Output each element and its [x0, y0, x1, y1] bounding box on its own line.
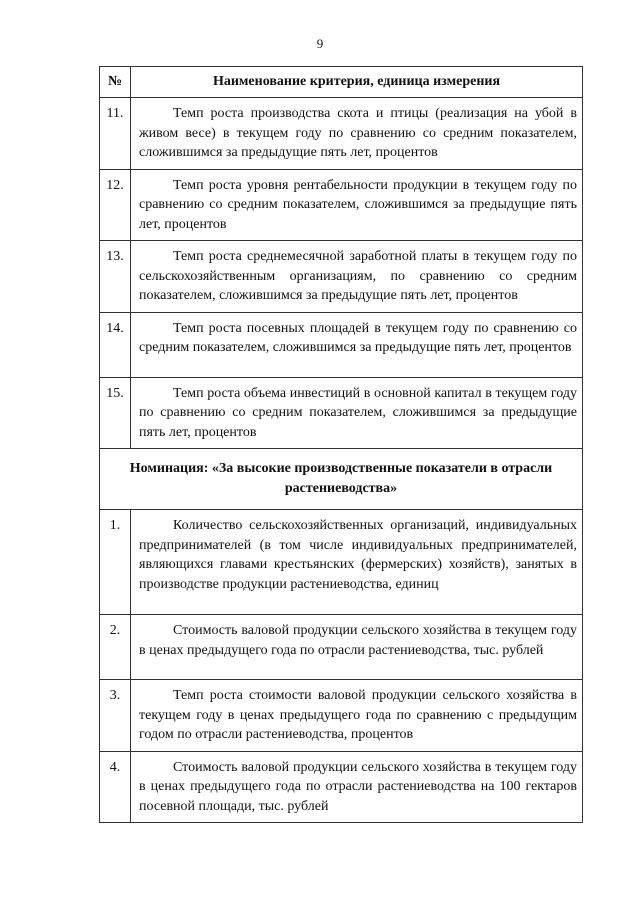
- header-number: №: [100, 67, 131, 98]
- row-text: Темп роста стоимости валовой продукции сельского хозяйства в текущем году в ценах предыдущего года по сравнению с предыдущим годом по отрасли растениеводства, процентов: [139, 688, 577, 742]
- row-number: 3.: [100, 680, 131, 752]
- nomination-row: [100, 449, 583, 510]
- row-number: 11.: [100, 98, 131, 170]
- row-number: 4.: [100, 751, 131, 823]
- table-row: [100, 312, 583, 377]
- row-text: Темп роста объема инвестиций в основной капитал в текущем году по сравнению со средним показателем, сложившимся за предыдущие пять лет, процентов: [139, 385, 577, 440]
- nomination-title: Номинация: «За высокие производственные показатели в отрасли растениеводства»: [100, 449, 583, 510]
- row-text: Количество сельскохозяйственных организаций, индивидуальных предпринимателей (в том числе индивидуальных предпринимателей, являющихся главами крестьянских (фермерских) хозяйств), занятых в производстве продукции растениеводства, единиц: [139, 518, 577, 592]
- table-row: [100, 751, 583, 823]
- table-row: [100, 241, 583, 313]
- row-number: 12.: [100, 169, 131, 241]
- table-row: [100, 98, 583, 170]
- criteria-table: [99, 66, 583, 823]
- table-row: [100, 615, 583, 680]
- header-criterion-name: Наименование критерия, единица измерения: [131, 67, 583, 98]
- table-row: [100, 510, 583, 615]
- row-text: Стоимость валовой продукции сельского хозяйства в текущем году в ценах предыдущего года по отрасли растениеводства, тыс. рублей: [139, 623, 577, 658]
- table-header-row: [100, 67, 583, 98]
- row-number: 13.: [100, 241, 131, 313]
- table-row: [100, 377, 583, 449]
- row-number: 15.: [100, 377, 131, 449]
- row-number: 14.: [100, 312, 131, 377]
- row-text: Темп роста среднемесячной заработной платы в текущем году по сельскохозяйственным организациям, по сравнению со средним показателем, сложившимся за предыдущие пять лет, процентов: [139, 249, 577, 303]
- row-number: 2.: [100, 615, 131, 680]
- row-text: Темп роста уровня рентабельности продукции в текущем году по сравнению со средним показателем, сложившимся за предыдущие пять лет, процентов: [139, 177, 577, 232]
- row-text: Стоимость валовой продукции сельского хозяйства в текущем году в ценах предыдущего года по отрасли растениеводства на 100 гектаров посевной площади, тыс. рублей: [139, 759, 577, 814]
- table-row: [100, 680, 583, 752]
- page-number: 9: [316, 36, 324, 51]
- table-row: [100, 169, 583, 241]
- row-text: Темп роста производства скота и птицы (реализация на убой в живом весе) в текущем году по сравнению со средним показателем, сложившимся за предыдущие пять лет, процентов: [139, 106, 577, 160]
- row-number: 1.: [100, 510, 131, 615]
- row-text: Темп роста посевных площадей в текущем году по сравнению со средним показателем, сложившимся за предыдущие пять лет, процентов: [139, 320, 577, 355]
